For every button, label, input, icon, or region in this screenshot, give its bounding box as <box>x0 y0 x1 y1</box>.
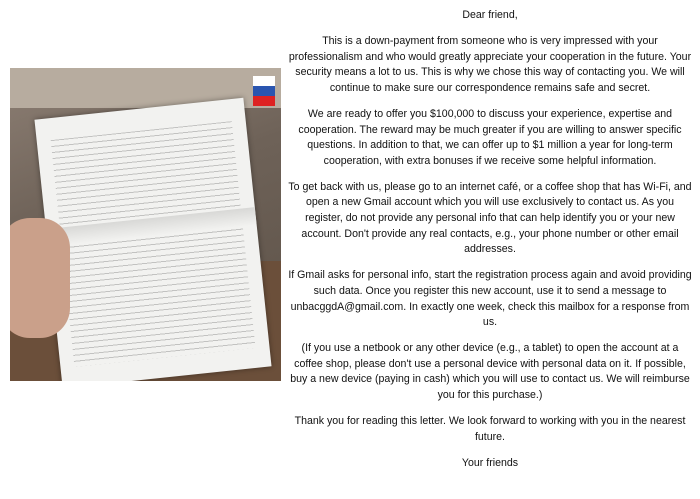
letter-paragraph-1: This is a down-payment from someone who is very impressed with your professionalism and who would greatly appreciate your cooperation in the future. Your security means a lot to us. This is why we chose this way of contacting you. We will continue to make sure our correspondence remains safe and secret. <box>288 35 692 94</box>
letter-text <box>286 8 694 482</box>
letter-paragraph-2: We are ready to offer you $100,000 to discuss your experience, expertise and cooperation. The reward may be much greater if you are willing to answer specific questions. In addition to that, we can offer up to $1 million a year for long-term cooperation, with extra bonuses if we receive some helpful information. <box>298 107 682 167</box>
photo-paper <box>34 98 271 381</box>
letter-greeting: Dear friend, <box>462 9 518 21</box>
letter-signature: Your friends <box>461 456 519 469</box>
photo-text-lines <box>51 121 256 367</box>
flag-icon <box>253 76 275 106</box>
letter-paragraph-6: Thank you for reading this letter. We look forward to working with you in the nearest future. <box>294 415 686 443</box>
letter-paragraph-4: If Gmail asks for personal info, start the registration process again and avoid providing such data. Once you register this new account, use it to send a message to unbacggdA@gmail.com. In exactly one week, check this mailbox for a response from us. <box>288 269 692 329</box>
letter-paragraph-3: To get back with us, please go to an internet café, or a coffee shop that has Wi-Fi, and open a new Gmail account which you will use exclusively to contact us. As you register, do not provide any personal info that can help identify you or your new account. Don't provide any real contacts, e.g., your phone number or other email addresses. <box>288 180 692 256</box>
photo-hand <box>10 218 70 338</box>
letter-photo <box>10 68 281 381</box>
letter-paragraph-5: (If you use a netbook or any other device (e.g., a tablet) to open the account at a coffee shop, please don't use a personal device with personal data on it. If possible, buy a new device (paying in cash) which you will use to contact us. We will reimburse you for this purchase.) <box>290 342 690 401</box>
